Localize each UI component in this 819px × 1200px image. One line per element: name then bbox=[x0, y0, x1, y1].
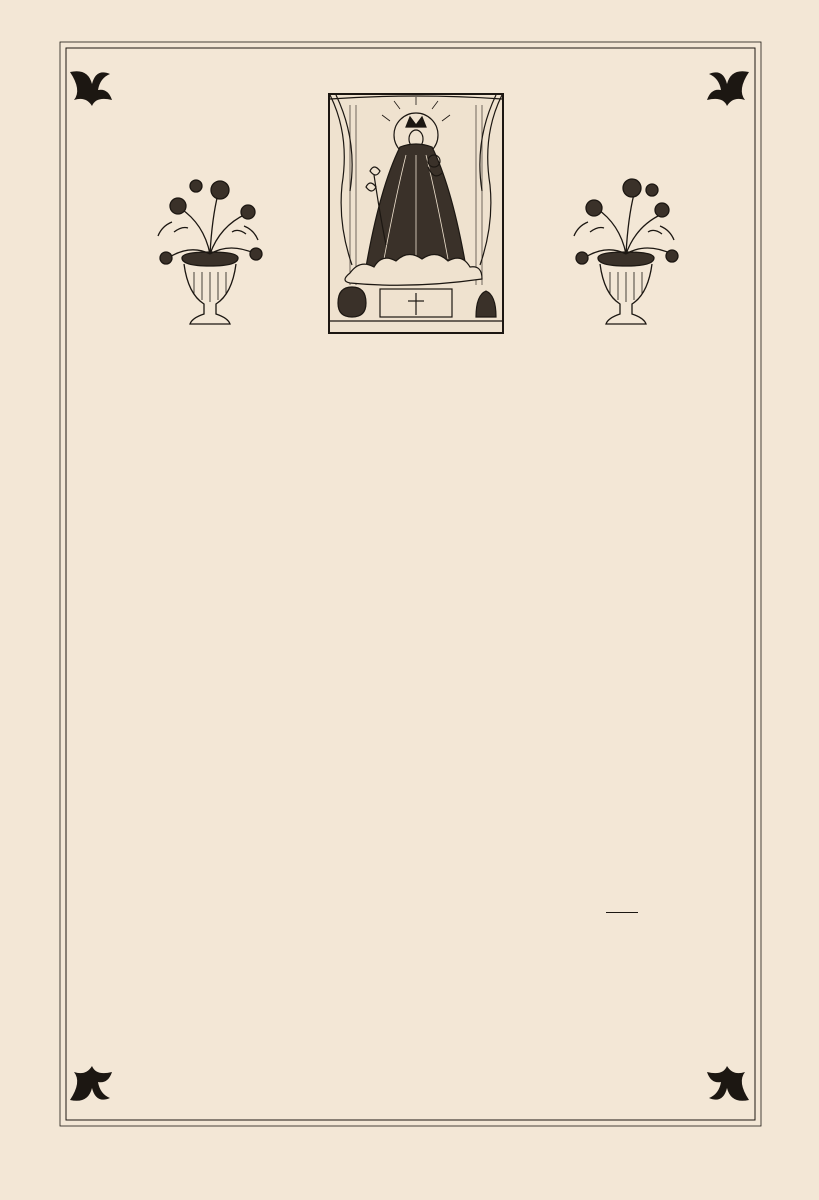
closing-rule bbox=[606, 912, 638, 913]
virgin-of-nuria-engraving bbox=[328, 93, 504, 334]
corner-ornament-bottom-right bbox=[707, 1066, 749, 1101]
corner-ornament-bottom-left bbox=[70, 1066, 112, 1101]
left-flower-vase bbox=[148, 168, 272, 330]
corner-ornament-top-right bbox=[707, 71, 749, 106]
corner-ornament-top-left bbox=[70, 71, 112, 106]
right-flower-vase bbox=[564, 168, 688, 330]
